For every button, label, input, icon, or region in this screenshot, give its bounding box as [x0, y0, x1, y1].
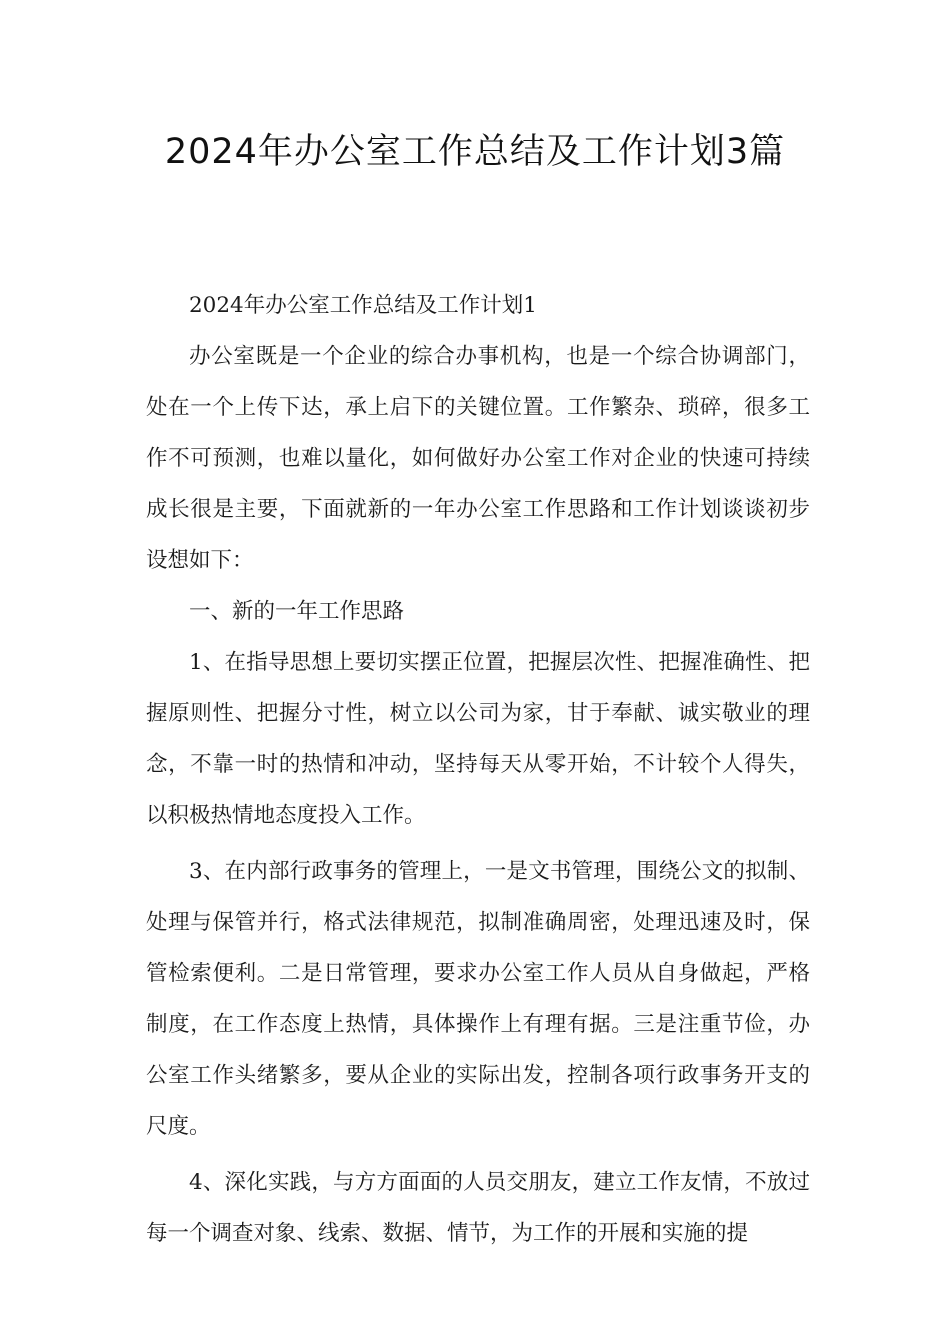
section-heading-plan-1: 2024年办公室工作总结及工作计划1	[189, 293, 537, 318]
paragraph-item-1: 1、在指导思想上要切实摆正位置，把握层次性、把握准确性、把握原则性、把握分寸性，树立以公司为家，甘于奉献、诚实敬业的理念，不靠一时的热情和冲动，坚持每天从零开始，不计较个人得失，以积极热情地态度投入工作。	[146, 650, 810, 828]
document-body	[146, 280, 810, 1259]
paragraph-item-4: 4、深化实践，与方方面面的人员交朋友，建立工作友情，不放过每一个调查对象、线索、数据、情节，为工作的开展和实施的提	[146, 1170, 810, 1246]
document-title: 2024年办公室工作总结及工作计划3篇	[164, 132, 786, 172]
section-heading-work-ideas: 一、新的一年工作思路	[189, 599, 405, 624]
intro-paragraph: 办公室既是一个企业的综合办事机构，也是一个综合协调部门，处在一个上传下达，承上启下的关键位置。工作繁杂、琐碎，很多工作不可预测，也难以量化，如何做好办公室工作对企业的快速可持续成长很是主要，下面就新的一年办公室工作思路和工作计划谈谈初步设想如下：	[146, 344, 810, 573]
paragraph-item-3: 3、在内部行政事务的管理上，一是文书管理，围绕公文的拟制、处理与保管并行，格式法律规范，拟制准确周密，处理迅速及时，保管检索便利。二是日常管理，要求办公室工作人员从自身做起，严格制度，在工作态度上热情，具体操作上有理有据。三是注重节俭，办公室工作头绪繁多，要从企业的实际出发，控制各项行政事务开支的尺度。	[146, 859, 810, 1139]
